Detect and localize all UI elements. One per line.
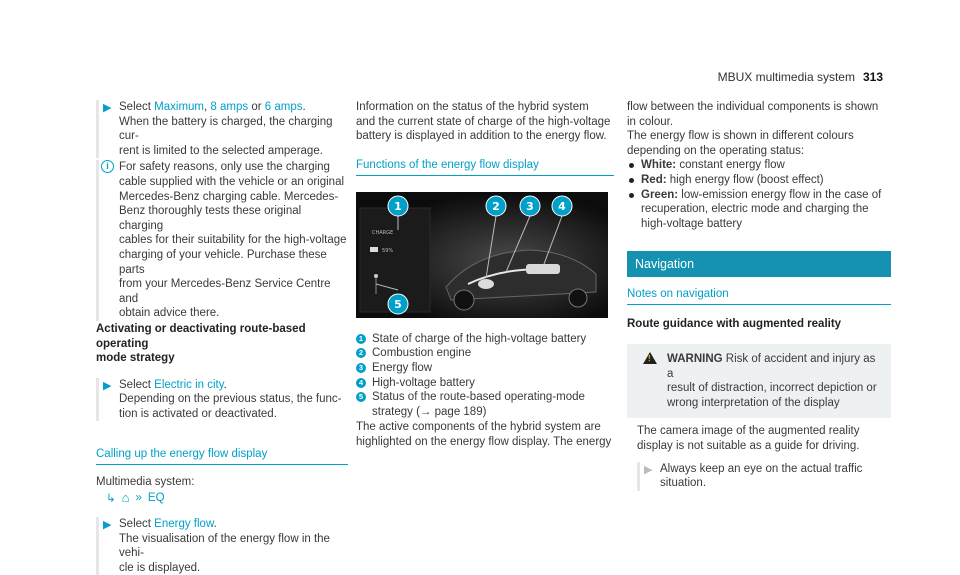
menu-eq[interactable]: EQ bbox=[147, 491, 165, 504]
step-electric-in-city: ▶ Select Electric in city. Depending on the previous status, the func- tion is activated or deactivated. bbox=[96, 378, 348, 422]
column-1 bbox=[96, 100, 348, 575]
intro-text: depending on the operating status: bbox=[627, 144, 805, 157]
legend-item: 2 Combustion engine bbox=[356, 346, 614, 361]
note-text: For safety reasons, only use the charging bbox=[119, 161, 330, 174]
section-heading-functions: Functions of the energy flow display bbox=[356, 158, 614, 176]
legend-item: 1 State of charge of the high-voltage battery bbox=[356, 332, 614, 347]
intro-text: battery is displayed in addition to the energy flow. bbox=[356, 130, 607, 143]
info-icon: i bbox=[101, 160, 114, 173]
note-text: cable supplied with the vehicle or an original bbox=[119, 175, 345, 188]
colour-list bbox=[627, 158, 891, 231]
svg-text:1: 1 bbox=[394, 199, 402, 213]
colour-item-green: Green: low-emission energy flow in the case of recuperation, electric mode and charging the high-voltage battery bbox=[627, 188, 891, 232]
intro-text: Information on the status of the hybrid system bbox=[356, 101, 589, 113]
option-energy-flow[interactable]: Energy flow bbox=[154, 518, 214, 531]
charge-label: CHARGE bbox=[372, 229, 394, 236]
svg-text:5: 5 bbox=[394, 297, 402, 311]
colour-item-white: White: constant energy flow bbox=[627, 158, 891, 173]
section-heading-notes-navigation: Notes on navigation bbox=[627, 287, 891, 305]
warning-box bbox=[627, 344, 891, 418]
step-text: When the battery is charged, the charging cur- bbox=[119, 115, 333, 143]
page-number: 313 bbox=[862, 70, 883, 84]
option-maximum[interactable]: Maximum bbox=[154, 101, 205, 113]
note-text: charging of your vehicle. Purchase these parts bbox=[119, 248, 327, 276]
intro-text: in colour. bbox=[627, 115, 674, 128]
step-text: The visualisation of the energy flow in the vehi- bbox=[119, 532, 330, 560]
legend-item: 5 Status of the route-based operating-mode strategy (→ page 189) bbox=[356, 390, 614, 419]
step-arrow-icon: ▶ bbox=[103, 379, 112, 392]
intro-text: The energy flow is shown in different colours bbox=[627, 130, 854, 143]
note-text: cables for their suitability for the high-voltage bbox=[119, 234, 347, 247]
note-text: Mercedes-Benz charging cable. Mercedes- bbox=[119, 190, 339, 203]
note-text: from your Mercedes-Benz Service Centre and bbox=[119, 278, 331, 305]
outro-text: highlighted on the energy flow display. The energy bbox=[356, 435, 612, 448]
path-label: Multimedia system: bbox=[96, 476, 195, 489]
subheading-augmented-reality: Route guidance with augmented reality bbox=[627, 318, 842, 331]
energy-flow-figure bbox=[356, 192, 608, 318]
svg-text:4: 4 bbox=[558, 199, 566, 213]
step-text: tion is activated or deactivated. bbox=[119, 407, 277, 420]
section-heading-calling-up: Calling up the energy flow display bbox=[96, 447, 348, 465]
chevron-icon: » bbox=[135, 491, 142, 504]
legend-list bbox=[356, 332, 614, 420]
outro-text: The active components of the hybrid system are bbox=[356, 421, 601, 434]
intro-text: and the current state of charge of the high-voltage bbox=[356, 115, 611, 128]
safety-note bbox=[96, 160, 348, 321]
warning-header: ! WARNING Risk of accident and injury as a result of distraction, incorrect depiction or wrong interpretation of the display bbox=[637, 352, 881, 410]
step-text: cle is displayed. bbox=[119, 561, 201, 574]
option-6-amps[interactable]: 6 amps bbox=[264, 101, 303, 113]
path-arrow-icon: ↳ bbox=[106, 492, 116, 505]
warning-step: ▶ Always keep an eye on the actual traffic situation. bbox=[637, 462, 881, 491]
page-header bbox=[718, 70, 883, 84]
warning-body: The camera image of the augmented reality display is not suitable as a guide for driving. ▶ Always keep an eye on the actual traffic situation. bbox=[627, 418, 891, 490]
step-text: Depending on the previous status, the func- bbox=[119, 393, 342, 406]
legend-item: 3 Energy flow bbox=[356, 361, 614, 376]
warning-title: WARNING bbox=[667, 352, 723, 365]
step-arrow-icon: ▶ bbox=[644, 463, 653, 476]
warning-triangle-icon bbox=[643, 352, 657, 364]
home-icon[interactable]: ⌂ bbox=[121, 490, 130, 506]
menu-path bbox=[96, 490, 348, 505]
option-8-amps[interactable]: 8 amps bbox=[210, 101, 249, 113]
colour-item-red: Red: high energy flow (boost effect) bbox=[627, 173, 891, 188]
manual-title: MBUX multimedia system bbox=[717, 70, 855, 84]
charge-percent: 59% bbox=[382, 247, 394, 254]
step-text: rent is limited to the selected amperage. bbox=[119, 144, 323, 157]
column-2 bbox=[356, 100, 614, 450]
step-arrow-icon: ▶ bbox=[103, 102, 112, 114]
step-energy-flow: ▶ Select Energy flow. The visualisation of the energy flow in the vehi- cle is displayed. bbox=[96, 517, 348, 575]
step-line: Select Maximum, 8 amps or 6 amps. bbox=[119, 101, 306, 113]
legend-item: 4 High-voltage battery bbox=[356, 376, 614, 391]
svg-text:2: 2 bbox=[492, 199, 500, 213]
section-banner-navigation: Navigation bbox=[627, 251, 891, 277]
heading-route-based-mode: Activating or deactivating route-based operating mode strategy bbox=[96, 322, 306, 365]
intro-text: flow between the individual components is shown bbox=[627, 101, 879, 113]
option-electric-in-city[interactable]: Electric in city bbox=[154, 378, 224, 391]
note-text: obtain advice there. bbox=[119, 307, 220, 320]
column-3 bbox=[627, 100, 891, 491]
step-arrow-icon: ▶ bbox=[103, 519, 112, 532]
note-text: Benz thoroughly tests these original charging bbox=[119, 205, 302, 232]
svg-text:3: 3 bbox=[526, 199, 534, 213]
energy-flow-image bbox=[356, 192, 608, 318]
step-select-amperage bbox=[96, 100, 348, 158]
